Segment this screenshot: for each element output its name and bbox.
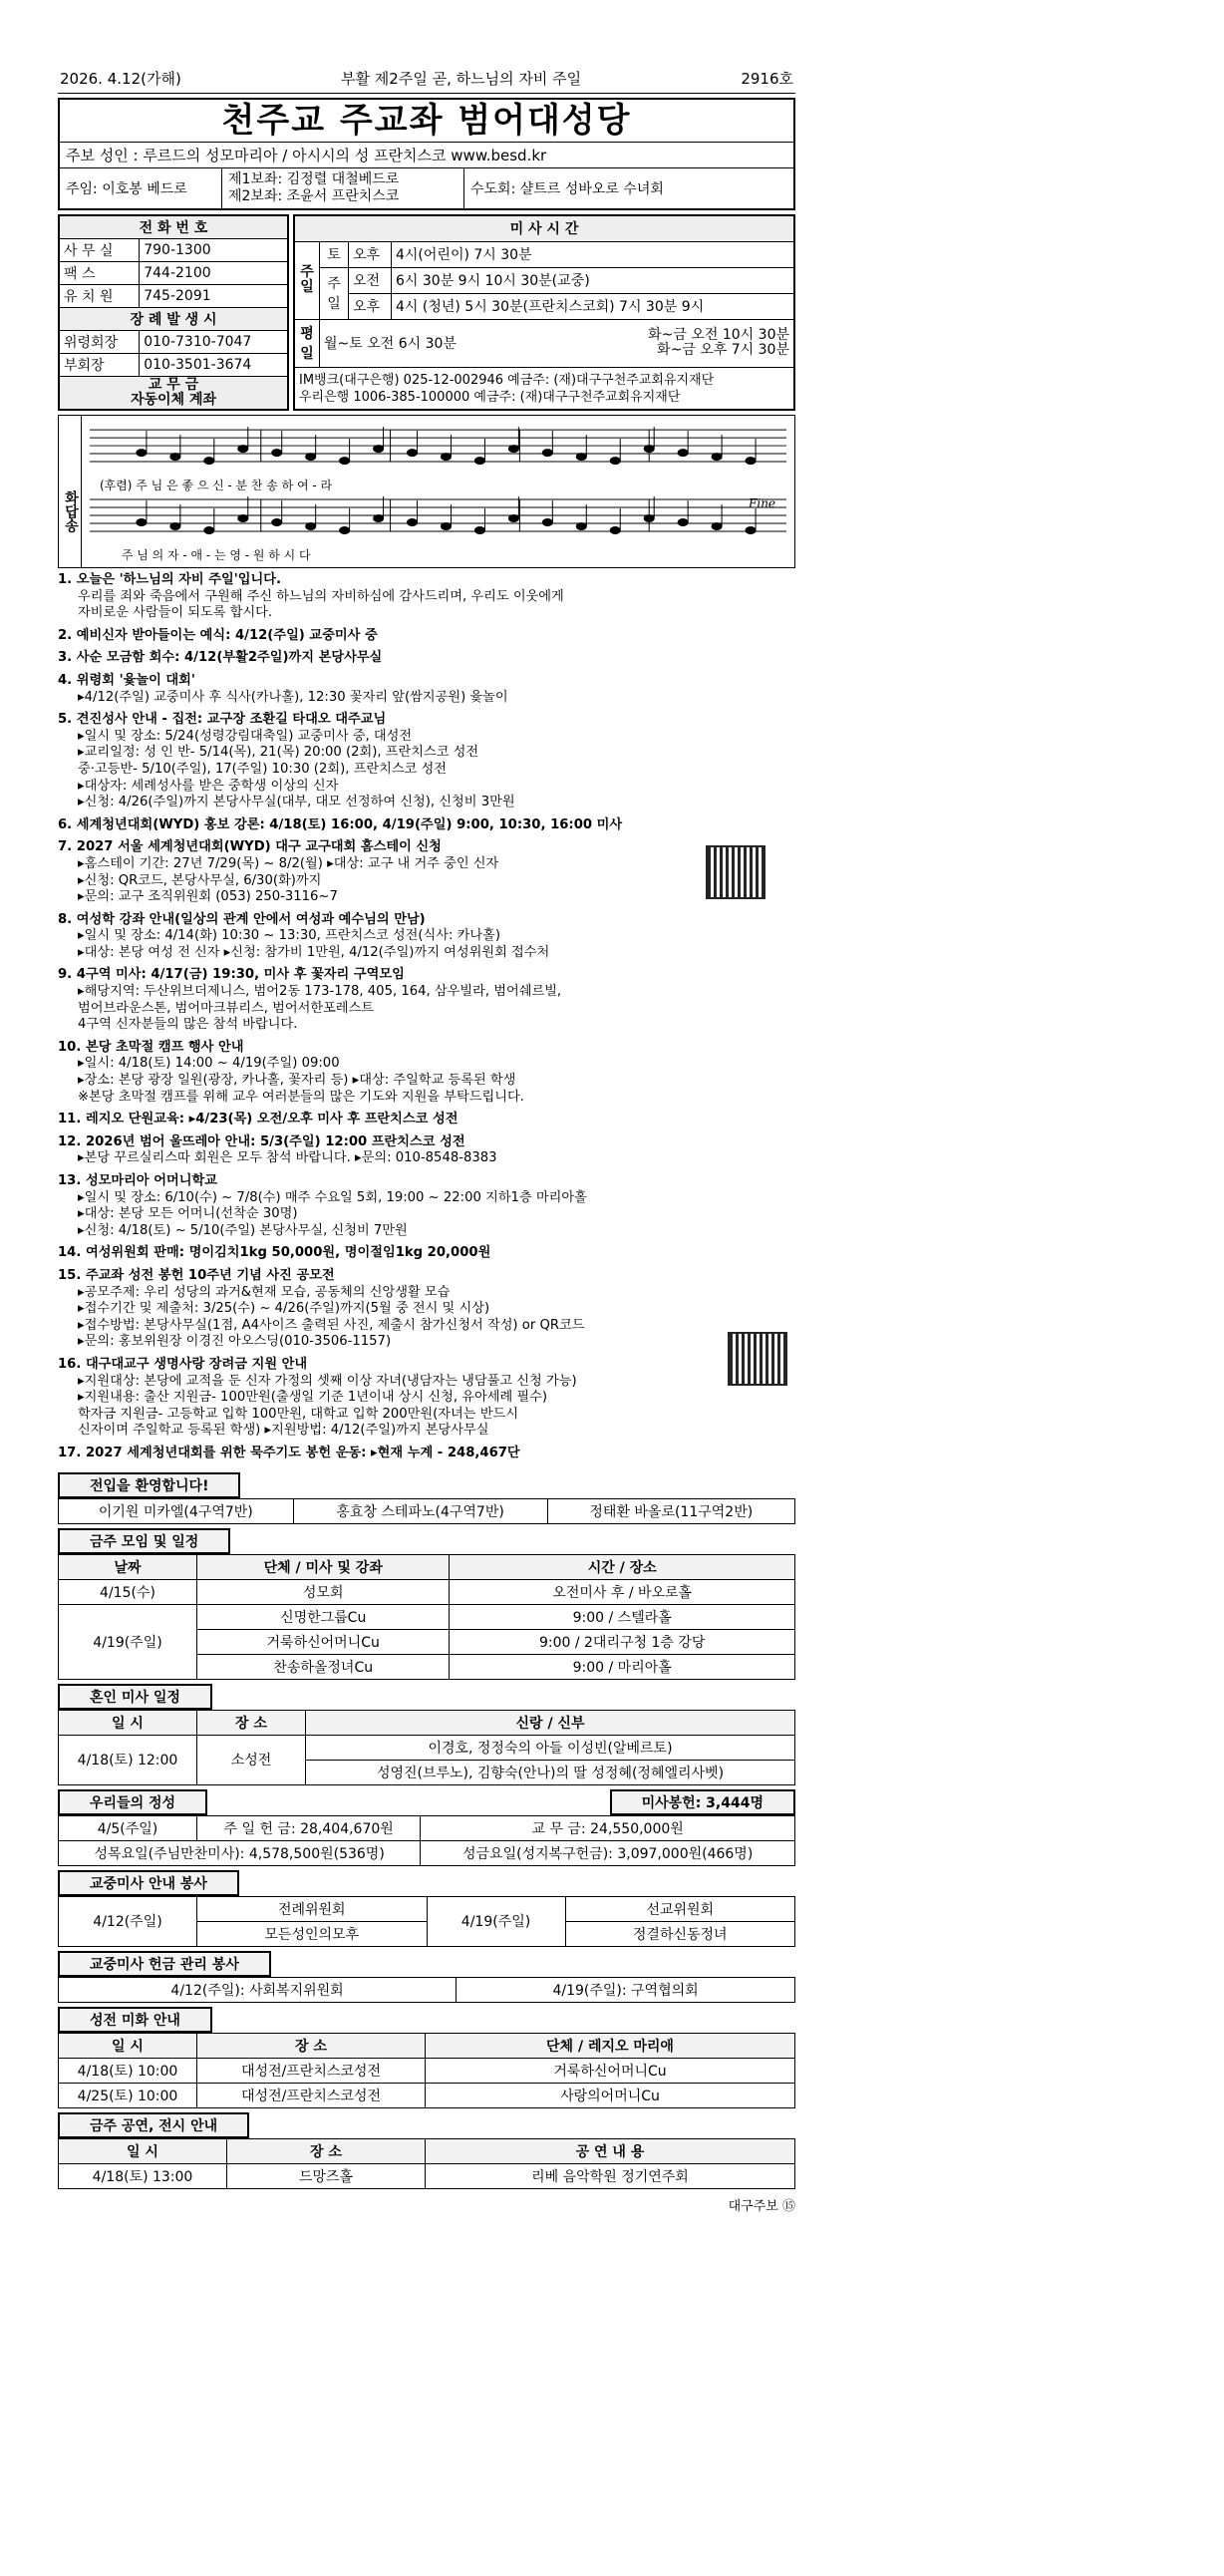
- note-head: [610, 458, 620, 465]
- notice-item: [58, 628, 795, 645]
- note-head: [204, 527, 214, 534]
- notice-title: 2. 예비신자 받아들이는 예식: 4/12(주일) 교중미사 중: [58, 627, 378, 643]
- sunday-label-text: 주일: [300, 264, 314, 296]
- phone-number: 745-2091: [140, 285, 288, 308]
- note-head: [137, 450, 147, 457]
- note-head: [170, 523, 180, 530]
- offering-table: [58, 1815, 795, 1866]
- account-sub: 자동이체 계좌: [130, 392, 217, 408]
- music-score: [58, 415, 795, 568]
- notice-title: 5. 견진성사 안내 - 집전: 교구장 조환길 타대오 대주교님: [58, 712, 387, 728]
- notice-detail: 자비로운 사람들이 되도록 합시다.: [78, 605, 273, 621]
- notice-detail: ▸홈스테이 기간: 27년 7/29(목) ~ 8/2(월) ▸대상: 교구 내 거주 중인 신자: [78, 855, 499, 871]
- col-head: 장 소: [197, 2033, 426, 2058]
- welcome-head: 전입을 환영합니다!: [58, 1472, 240, 1498]
- notice-detail: ※본당 초막절 캠프를 위해 교우 여러분들의 많은 기도와 지원을 부탁드립니다.: [78, 1089, 524, 1105]
- notice-title: 6. 세계청년대회(WYD) 홍보 강론: 4/18(토) 16:00, 4/19(주일) 9:00, 10:30, 16:00 미사: [58, 816, 623, 832]
- sunday-label: [294, 241, 320, 319]
- note-head: [408, 450, 418, 457]
- notice-detail: ▸대상: 본당 모든 어머니(선착순 30명): [78, 1206, 298, 1222]
- welcome-table: [58, 1498, 795, 1524]
- notice-detail: 4구역 신자분들의 많은 참석 바랍니다.: [78, 1017, 298, 1033]
- weekly-date: 4/19(주일): [59, 1604, 197, 1679]
- notice-detail: ▸일시 및 장소: 6/10(수) ~ 7/8(수) 매주 수요일 5회, 19:00 ~ 22:00 지하1층 마리아홀: [78, 1189, 587, 1205]
- notice-item: [58, 967, 795, 1033]
- offering-heads: [58, 1785, 795, 1815]
- note-head: [576, 454, 586, 461]
- collect-head: 교중미사 헌금 관리 봉사: [58, 1951, 271, 1977]
- welcome-item: 정태환 바올로(11구역2반): [547, 1498, 794, 1523]
- weekday-label: 평일: [294, 319, 320, 367]
- vicar-2: 제2보좌: 조윤서 프란치스코: [228, 188, 400, 204]
- note-head: [170, 454, 180, 461]
- notice-item: [58, 1357, 795, 1440]
- notice-item: [58, 1446, 795, 1462]
- notice-detail: ▸접수기간 및 제출처: 3/25(수) ~ 4/26(주일)까지(5월 중 전시 및 시상): [78, 1301, 490, 1317]
- notice-item: [58, 1040, 795, 1106]
- note-head: [238, 446, 248, 453]
- clean-place: 대성전/프란치스코성전: [197, 2058, 426, 2083]
- clean-date: 4/25(토) 10:00: [59, 2083, 197, 2107]
- notice-title: 15. 주교좌 성전 봉헌 10주년 기념 사진 공모전: [58, 1267, 335, 1283]
- phone-label: 부회장: [59, 354, 140, 377]
- mass-times: 6시 30분 9시 10시 30분(교중): [392, 267, 795, 293]
- note-head: [306, 523, 316, 530]
- guide-date: 4/19(주일): [427, 1896, 565, 1946]
- mass-period: 오전: [349, 267, 392, 293]
- collect-table: [58, 1977, 795, 2003]
- note-head: [374, 515, 384, 522]
- notice-item: [58, 1173, 795, 1239]
- note-head: [576, 523, 586, 530]
- concert-content: 리베 음악학원 정기연주회: [426, 2163, 795, 2188]
- notice-detail: ▸일시 및 장소: 5/24(성령강림대축일) 교중미사 중, 대성전: [78, 728, 413, 744]
- phone-label: 사 무 실: [59, 239, 140, 262]
- col-head: 일 시: [59, 1710, 197, 1735]
- funeral-head: 장 례 발 생 시: [59, 308, 288, 331]
- weekly-group: 거룩하신어머니Cu: [197, 1629, 450, 1654]
- notice-title: 16. 대구대교구 생명사랑 장려금 지원 안내: [58, 1356, 308, 1372]
- tithe-offering: 교 무 금: 24,550,000원: [421, 1815, 795, 1840]
- guide-table: [58, 1896, 795, 1947]
- notice-title: 11. 레지오 단원교육: ▸4/23(목) 오전/오후 미사 후 프란치스코 성전: [58, 1112, 459, 1127]
- note-head: [306, 454, 316, 461]
- issue-date: 2026. 4.12(가해): [60, 70, 181, 88]
- weekly-group: 성모회: [197, 1579, 450, 1604]
- notice-detail: ▸신청: 4/26(주일)까지 본당사무실(대부, 대모 선정하여 신청), 신청비 3만원: [78, 795, 515, 810]
- notice-item: [58, 839, 795, 905]
- weekly-time: 9:00 / 스텔라홀: [450, 1604, 795, 1629]
- notice-item: [58, 650, 795, 667]
- notice-detail: ▸신청: QR코드, 본당사무실, 6/30(화)까지: [78, 872, 322, 888]
- clean-table: [58, 2033, 795, 2108]
- note-head: [137, 519, 147, 526]
- notice-item: [58, 1268, 795, 1351]
- patron-line: 주보 성인 : 루르드의 성모마리아 / 아시시의 성 프란치스코 www.besd.kr: [66, 147, 547, 164]
- info-block: [58, 214, 795, 411]
- col-head: 공 연 내 용: [426, 2138, 795, 2163]
- welcome-item: 이기원 미카엘(4구역7반): [59, 1498, 294, 1523]
- collect-a: 4/12(주일): 사회복지위원회: [59, 1977, 457, 2002]
- notice-item: [58, 572, 795, 622]
- concert-place: 드망즈홀: [227, 2163, 426, 2188]
- note-head: [746, 458, 756, 465]
- notice-detail: ▸신청: 4/18(토) ~ 5/10(주일) 본당사무실, 신청비 7만원: [78, 1222, 408, 1238]
- col-head: 단체 / 미사 및 강좌: [197, 1554, 450, 1579]
- notice-title: 3. 사순 모금함 회수: 4/12(부활2주일)까지 본당사무실: [58, 650, 383, 666]
- col-head: 날짜: [59, 1554, 197, 1579]
- concert-head: 금주 공연, 전시 안내: [58, 2112, 249, 2138]
- score-svg: [82, 416, 794, 565]
- score-label: 화답송: [59, 416, 82, 567]
- lyric-line-1: (후렴) 주 님 은 좋 으 신 - 분 찬 송 하 여 - 라: [99, 479, 333, 493]
- phone-number: 010-3501-3674: [140, 354, 288, 377]
- staff-row: [60, 167, 793, 208]
- wedding-head: 혼인 미사 일정: [58, 1684, 212, 1710]
- weekday-2: 화~금 오전 10시 30분: [648, 327, 789, 344]
- footer: 대구주보 ⑮: [728, 2198, 795, 2214]
- notice-item: [58, 673, 795, 706]
- guide-group: 모든성인의모후: [197, 1921, 428, 1946]
- phone-label: 팩 스: [59, 262, 140, 285]
- notice-title: 7. 2027 서울 세계청년대회(WYD) 대구 교구대회 홈스테이 신청: [58, 839, 442, 855]
- weekly-group: 신명한그룹Cu: [197, 1604, 450, 1629]
- notice-title: 8. 여성학 강좌 안내(일상의 관계 안에서 여성과 예수님의 만남): [58, 911, 426, 927]
- note-head: [508, 446, 518, 453]
- notice-detail: ▸대상: 본당 여성 전 신자 ▸신청: 참가비 1만원, 4/12(주일)까지 여성위원회 접수처: [78, 944, 550, 960]
- notice-detail: ▸접수방법: 본당사무실(1점, A4사이즈 출력된 사진, 제출시 참가신청서 작성) or QR코드: [78, 1317, 585, 1333]
- mass-head: 미 사 시 간: [294, 215, 794, 241]
- weekly-head: 금주 모임 및 일정: [58, 1528, 230, 1554]
- parish-title: 천주교 주교좌 범어대성당: [60, 100, 793, 143]
- account-title: 교 무 금: [148, 377, 199, 393]
- mass-times: 4시(어린이) 7시 30분: [392, 241, 795, 267]
- guide-group: 전례위원회: [197, 1896, 428, 1921]
- weekly-time: 오전미사 후 / 바오로홀: [450, 1579, 795, 1604]
- offering-date: 4/5(주일): [59, 1815, 197, 1840]
- wedding-date: 4/18(토) 12:00: [59, 1735, 197, 1784]
- notice-detail: ▸4/12(주일) 교중미사 후 식사(카나홀), 12:30 꽃자리 앞(쌈지공원) 윷놀이: [78, 689, 508, 705]
- col-head: 단체 / 레지오 마리애: [426, 2033, 795, 2058]
- mass-period: 오후: [349, 293, 392, 319]
- mass-count: 미사봉헌: 3,444명: [610, 1789, 795, 1815]
- col-head: 장 소: [197, 1710, 306, 1735]
- phone-number: 744-2100: [140, 262, 288, 285]
- note-head: [712, 454, 722, 461]
- note-head: [542, 450, 552, 457]
- notice-title: 4. 위령회 '윷놀이 대회': [58, 672, 195, 688]
- wedding-table: [58, 1710, 795, 1785]
- note-head: [678, 450, 688, 457]
- guide-date: 4/12(주일): [59, 1896, 197, 1946]
- top-line: [58, 68, 795, 94]
- notice-detail: ▸본당 꾸르실리스따 회원은 모두 참석 바랍니다. ▸문의: 010-8548-8383: [78, 1150, 497, 1166]
- notice-item: [58, 912, 795, 962]
- note-head: [542, 519, 552, 526]
- clean-group: 거룩하신어머니Cu: [426, 2058, 795, 2083]
- note-head: [441, 454, 451, 461]
- notice-detail: ▸지원내용: 출산 지원금- 100만원(출생일 기준 1년이내 상시 신청, 유아세례 필수): [78, 1390, 548, 1406]
- clean-place: 대성전/프란치스코성전: [197, 2083, 426, 2107]
- weekly-time: 9:00 / 마리아홀: [450, 1654, 795, 1679]
- phone-table: [58, 214, 289, 411]
- notice-detail: ▸일시 및 장소: 4/14(화) 10:30 ~ 13:30, 프란치스코 성전(식사: 카나홀): [78, 928, 500, 944]
- note-head: [508, 515, 518, 522]
- wedding-couple: 성영진(브루노), 김향숙(안나)의 딸 성정혜(정혜엘리사벳): [306, 1760, 795, 1784]
- notice-title: 10. 본당 초막절 캠프 행사 안내: [58, 1039, 244, 1055]
- qr-code-photo[interactable]: [728, 1332, 787, 1386]
- note-head: [340, 458, 350, 465]
- note-head: [746, 527, 756, 534]
- weekday-1: 월~토 오전 6시 30분: [324, 336, 457, 353]
- weekday-2-3: [648, 328, 789, 358]
- fine-mark: Fine: [749, 495, 776, 510]
- note-head: [610, 527, 620, 534]
- phone-number: 010-7310-7047: [140, 331, 288, 354]
- qr-code-homestay[interactable]: [706, 845, 765, 899]
- vicar-1: 제1보좌: 김정렬 대철베드로: [228, 171, 400, 187]
- notice-detail: ▸장소: 본당 광장 일원(광장, 카나홀, 꽃자리 등) ▸대상: 주일학교 등록된 학생: [78, 1073, 516, 1089]
- weekday-times: [320, 319, 795, 367]
- bank-2: 우리은행 1006-385-100000 예금주: (재)대구구천주교회유지재단: [299, 389, 681, 405]
- notices: [58, 572, 795, 1462]
- notice-detail: 신자이며 주일학교 등록된 학생) ▸지원방법: 4/12(주일)까지 본당사무실: [78, 1423, 489, 1439]
- guide-group: 선교위원회: [565, 1896, 795, 1921]
- convent: 수도회: 샬트르 성바오로 수녀회: [470, 181, 664, 197]
- issue-number: 2916호: [741, 70, 793, 88]
- good-friday: 성금요일(성지복구헌금): 3,097,000원(466명): [421, 1840, 795, 1865]
- notice-item: [58, 1112, 795, 1128]
- mass-period: 오후: [349, 241, 392, 267]
- col-head: 일 시: [59, 2033, 197, 2058]
- guide-head: 교중미사 안내 봉사: [58, 1870, 239, 1896]
- bank-accounts: [294, 368, 794, 410]
- saturday-label: 토: [320, 241, 349, 267]
- weekday-3: 화~금 오후 7시 30분: [657, 342, 789, 359]
- note-head: [238, 515, 248, 522]
- guide-group: 정결하신동정녀: [565, 1921, 795, 1946]
- bulletin-page: [58, 68, 795, 2214]
- sunday-label-2: 주일: [320, 267, 349, 319]
- notice-title: 1. 오늘은 '하느님의 자비 주일'입니다.: [58, 572, 281, 587]
- account-head: [59, 377, 288, 411]
- notice-title: 12. 2026년 범어 울뜨레아 안내: 5/3(주일) 12:00 프란치스코 성전: [58, 1133, 465, 1149]
- notice-detail: ▸문의: 홍보위원장 이경진 아오스딩(010-3506-1157): [78, 1334, 392, 1350]
- notice-detail: ▸일시: 4/18(토) 14:00 ~ 4/19(주일) 09:00: [78, 1056, 340, 1072]
- collect-b: 4/19(주일): 구역협의회: [457, 1977, 795, 2002]
- mass-times: 4시 (청년) 5시 30분(프란치스코회) 7시 30분 9시: [392, 293, 795, 319]
- notice-title: 13. 성모마리아 어머니학교: [58, 1173, 217, 1188]
- col-head: 시간 / 장소: [450, 1554, 795, 1579]
- notice-detail: 중·고등반- 5/10(주일), 17(주일) 10:30 (2회), 프란치스코 성전: [78, 761, 447, 777]
- weekly-time: 9:00 / 2대리구청 1층 강당: [450, 1629, 795, 1654]
- concert-date: 4/18(토) 13:00: [59, 2163, 227, 2188]
- masthead: [58, 98, 795, 210]
- wedding-place: 소성전: [197, 1735, 306, 1784]
- notice-item: [58, 712, 795, 811]
- notice-detail: ▸해당지역: 두산위브더제니스, 범어2동 173-178, 405, 164, 삼우빌라, 범어쉐르빌,: [78, 984, 562, 1000]
- notice-title: 9. 4구역 미사: 4/17(금) 19:30, 미사 후 꽃자리 구역모임: [58, 967, 405, 983]
- lyric-line-2: 주 님 의 자 - 애 - 는 영 - 원 하 시 다: [121, 547, 311, 562]
- notice-item: [58, 1245, 795, 1262]
- note-head: [474, 527, 484, 534]
- phone-label: 위령회장: [59, 331, 140, 354]
- note-head: [374, 446, 384, 453]
- note-head: [712, 523, 722, 530]
- notice-detail: 범어브라운스톤, 범어마크뷰리스, 범어서한포레스트: [78, 1000, 375, 1016]
- col-head: 일 시: [59, 2138, 227, 2163]
- bank-1: IM뱅크(대구은행) 025-12-002946 예금주: (재)대구구천주교회유지재단: [299, 372, 715, 388]
- phone-number: 790-1300: [140, 239, 288, 262]
- mass-table: [293, 214, 795, 411]
- welcome-item: 홍효창 스테파노(4구역7반): [293, 1498, 547, 1523]
- clean-date: 4/18(토) 10:00: [59, 2058, 197, 2083]
- wedding-couple: 이경호, 정정숙의 아들 이성빈(알베르토): [306, 1735, 795, 1760]
- weekly-group: 찬송하올정녀Cu: [197, 1654, 450, 1679]
- holy-thursday: 성목요일(주님만찬미사): 4,578,500원(536명): [59, 1840, 421, 1865]
- col-head: 장 소: [227, 2138, 426, 2163]
- notice-title: 14. 여성위원회 판매: 명이김치1kg 50,000원, 명이절임1kg 20,000원: [58, 1245, 491, 1261]
- notice-detail: 학자금 지원금- 고등학교 입학 100만원, 대학교 입학 200만원(자녀는 반드시: [78, 1406, 518, 1422]
- feast-title: 부활 제2주일 곧, 하느님의 자비 주일: [341, 70, 582, 88]
- note-head: [408, 519, 418, 526]
- note-head: [678, 519, 688, 526]
- col-head: 신랑 / 신부: [306, 1710, 795, 1735]
- clean-group: 사랑의어머니Cu: [426, 2083, 795, 2107]
- phone-label: 유 치 원: [59, 285, 140, 308]
- notice-detail: ▸교리일정: 성 인 반- 5/14(목), 21(목) 20:00 (2회), 프란치스코 성전: [78, 745, 479, 761]
- offering-head: 우리들의 정성: [58, 1789, 207, 1815]
- note-head: [272, 450, 282, 457]
- note-head: [474, 458, 484, 465]
- notice-item: [58, 817, 795, 834]
- notice-detail: 우리를 죄와 죽음에서 구원해 주신 하느님의 자비하심에 감사드리며, 우리도 이웃에게: [78, 588, 564, 604]
- note-head: [272, 519, 282, 526]
- pastor: 주임: 이호봉 베드로: [60, 168, 222, 208]
- notice-detail: ▸지원대상: 본당에 교적을 둔 신자 가정의 셋째 이상 자녀(냉담자는 냉담풀고 신청 가능): [78, 1373, 577, 1389]
- concert-table: [58, 2138, 795, 2189]
- notice-detail: ▸대상자: 세례성사를 받은 중학생 이상의 신자: [78, 778, 339, 794]
- sunday-offering: 주 일 헌 금: 28,404,670원: [197, 1815, 421, 1840]
- notice-item: [58, 1134, 795, 1167]
- notice-detail: ▸문의: 교구 조직위원회 (053) 250-3116~7: [78, 889, 338, 905]
- weekly-date: 4/15(수): [59, 1579, 197, 1604]
- note-head: [204, 458, 214, 465]
- vicars: [222, 168, 464, 208]
- note-head: [441, 523, 451, 530]
- clean-head: 성전 미화 안내: [58, 2007, 212, 2033]
- phone-head: 전 화 번 호: [59, 215, 288, 239]
- notice-title: 17. 2027 세계청년대회를 위한 묵주기도 봉헌 운동: ▸현재 누계 - 248,467단: [58, 1445, 520, 1460]
- notice-detail: ▸공모주제: 우리 성당의 과거&현재 모습, 공동체의 신앙생활 모습: [78, 1284, 451, 1300]
- note-head: [340, 527, 350, 534]
- weekly-table: [58, 1554, 795, 1680]
